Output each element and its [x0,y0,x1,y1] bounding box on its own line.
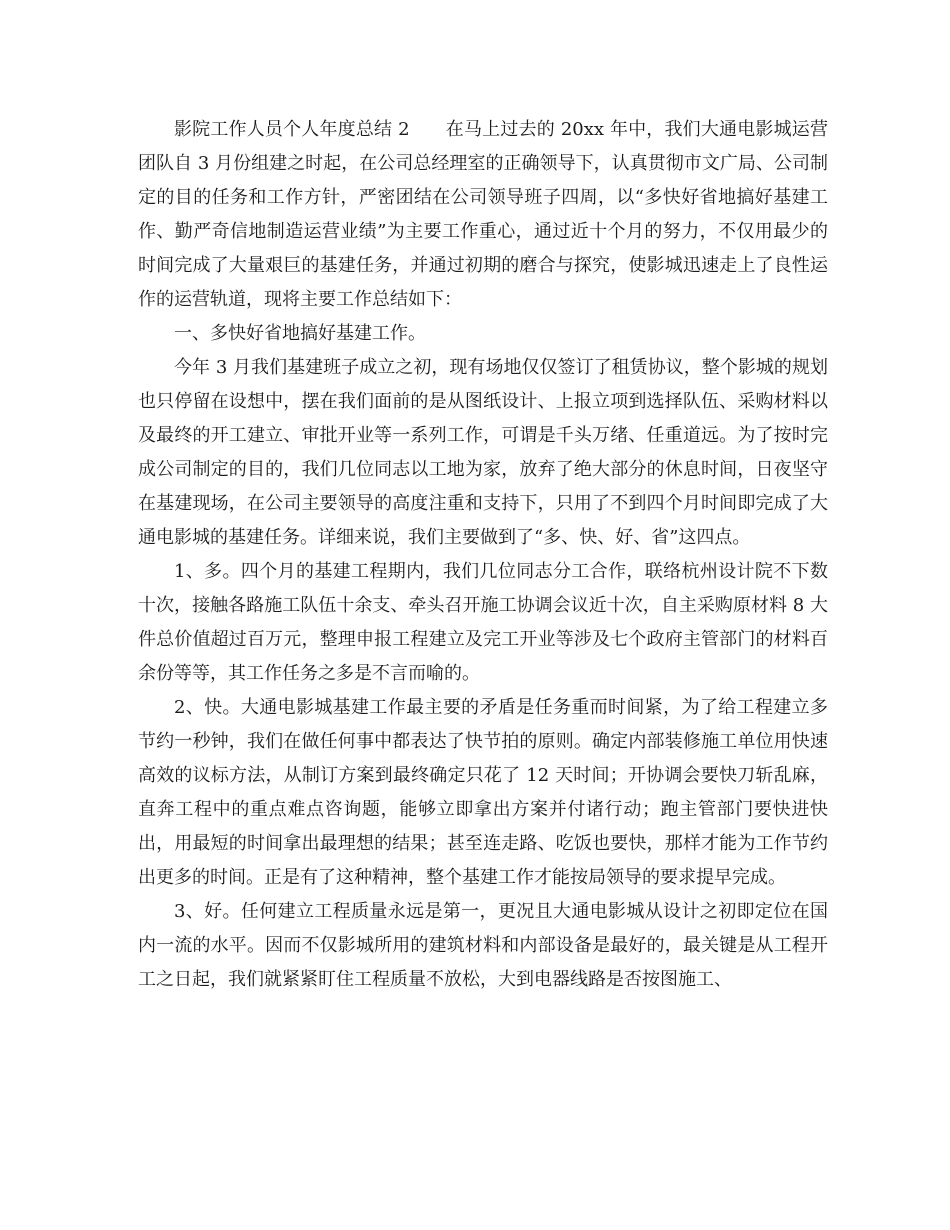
document-page [138,113,828,997]
paragraph-point-fast: 2、快。大通电影城基建工作最主要的矛盾是任务重而时间紧，为了给工程建立多节约一秒钟，我们在做任何事中都表达了快节拍的原则。确定内部装修施工单位用快速高效的议标方法，从制订方案到最终确定只花了 12 天时间；开协调会要快刀斩乱麻，直奔工程中的重点难点咨询题，能够立即拿出方案并付诸行动；跑主管部门要快进快出，用最短的时间拿出最理想的结果；甚至连走路、吃饭也要快，那样才能为工作节约出更多的时间。正是有了这种精神，整个基建工作才能按局领导的要求提早完成。 [138,697,828,888]
paragraph-point-many: 1、多。四个月的基建工程期内，我们几位同志分工合作，联络杭州设计院不下数十次，接触各路施工队伍十余支、牵头召开施工协调会议近十次，自主采购原材料 8 大件总价值超过百万元，整理申报工程建立及完工开业等涉及七个政府主管部门的材料百余份等等，其工作任务之多是不言而喻的。 [138,561,828,684]
intro-paragraph [138,113,828,317]
document-title: 影院工作人员个人年度总结 2 [174,119,410,140]
paragraph-point-good: 3、好。任何建立工程质量永远是第一，更况且大通电影城从设计之初即定位在国内一流的水平。因而不仅影城所用的建筑材料和内部设备是最好的，最关键是从工程开工之日起，我们就紧紧盯住工程质量不放松，大到电器线路是否按图施工、 [138,901,828,990]
intro-text: 在马上过去的 20xx 年中，我们大通电影城运营团队自 3 月份组建之时起，在公司总经理室的正确领导下，认真贯彻市文广局、公司制定的目的任务和工作方针，严密团结在公司领导班子四周，以“多快好省地搞好基建工作、勤严奇信地制造运营业绩”为主要工作重心，通过近十个月的努力，不仅用最少的时间完成了大量艰巨的基建任务，并通过初期的磨合与探究，使影城迅速走上了良性运作的运营轨道，现将主要工作总结如下： [138,119,828,310]
paragraph-background: 今年 3 月我们基建班子成立之初，现有场地仅仅签订了租赁协议，整个影城的规划也只停留在设想中，摆在我们面前的是从图纸设计、上报立项到选择队伍、采购材料以及最终的开工建立、审批开业等一系列工作，可谓是千头万绪、任重道远。为了按时完成公司制定的目的，我们几位同志以工地为家，放弃了绝大部分的休息时间，日夜坚守在基建现场，在公司主要领导的高度注重和支持下，只用了不到四个月时间即完成了大通电影城的基建任务。详细来说，我们主要做到了“多、快、好、省”这四点。 [138,357,828,548]
section-heading-1: 一、多快好省地搞好基建工作。 [174,323,426,344]
